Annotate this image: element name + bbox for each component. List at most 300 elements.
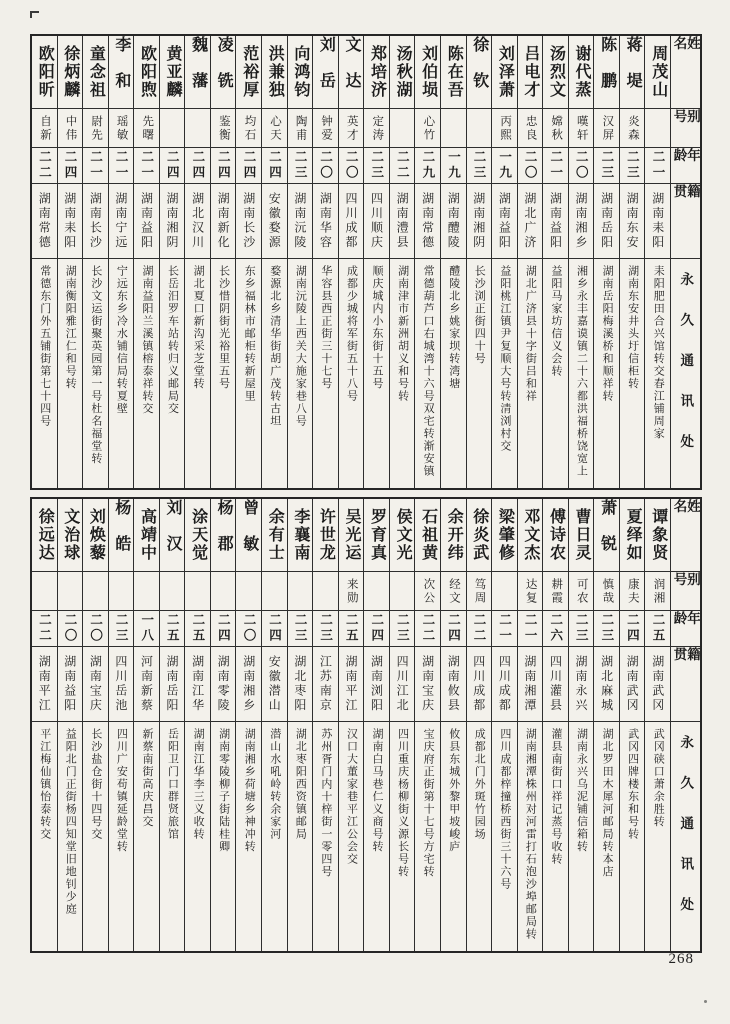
- entry-address: 湘乡永丰嘉谟镇二十六都洪福桥饶宽上: [575, 265, 588, 478]
- entry-origin-cell: [415, 647, 440, 722]
- entry-age: 二五: [190, 613, 205, 644]
- entry-address-cell: [645, 259, 670, 488]
- entry-alias: 尉先: [90, 114, 103, 142]
- entry-address-cell: [262, 722, 287, 951]
- entry-origin-cell: [569, 184, 594, 259]
- entry-age: 二三: [599, 150, 614, 181]
- entry-alias-cell: [313, 572, 338, 611]
- entry-alias-cell: [83, 572, 108, 611]
- entry-origin: 湖南长沙: [241, 192, 256, 250]
- entry-alias-cell: [467, 572, 492, 611]
- entry-age-cell: [288, 611, 313, 647]
- entry-origin-cell: [390, 647, 415, 722]
- entry-origin-cell: [364, 184, 389, 259]
- directory-entry-column: [414, 499, 440, 951]
- entry-origin: 河南新蔡: [139, 655, 154, 713]
- entry-age-cell: [211, 148, 236, 184]
- entry-origin: 湖北麻城: [599, 655, 614, 713]
- entry-age: 二四: [216, 613, 231, 644]
- entry-name: 梁肇修: [496, 508, 514, 562]
- entry-name: 吕电才: [521, 45, 539, 99]
- entry-address: 新蔡南街高庆昌交: [140, 728, 153, 828]
- entry-age-cell: [415, 611, 440, 647]
- entry-origin-cell: [58, 184, 83, 259]
- entry-age-cell: [339, 611, 364, 647]
- entry-alias: 心天: [269, 114, 282, 142]
- entry-origin-cell: [32, 647, 57, 722]
- entry-address: 攸县东城外黎甲坡峻庐: [447, 728, 460, 853]
- entry-alias: 慎哉: [601, 577, 614, 605]
- entry-alias-cell: [441, 109, 466, 148]
- directory-entry-column: [644, 36, 670, 488]
- entry-name-cell: [262, 36, 287, 109]
- entry-address: 四川重庆杨柳街义源长号转: [396, 728, 409, 878]
- entry-alias-cell: [32, 572, 57, 611]
- entry-address-cell: [390, 722, 415, 951]
- entry-address: 湖南永兴乌泥铺信箱转: [575, 728, 588, 853]
- entry-alias-cell: [467, 109, 492, 148]
- entry-alias-cell: [339, 109, 364, 148]
- entry-address-cell: [32, 722, 57, 951]
- entry-address: 湖南津市新洲胡义和号转: [396, 265, 409, 403]
- directory-entry-column: [414, 36, 440, 488]
- directory-entry-column: [517, 36, 543, 488]
- directory-entry-column: [235, 499, 261, 951]
- entry-origin-cell: [236, 184, 261, 259]
- entry-alias-cell: [58, 109, 83, 148]
- entry-origin: 湖南益阳: [548, 192, 563, 250]
- entry-name: 汤烈文: [547, 45, 565, 99]
- header-label-name: 姓名: [671, 499, 700, 539]
- entry-address-cell: [160, 259, 185, 488]
- entry-origin: 四川灌县: [548, 655, 563, 713]
- entry-name-cell: [83, 36, 108, 109]
- entry-origin: 湖南益阳: [497, 192, 512, 250]
- entry-origin: 江苏南京: [318, 655, 333, 713]
- entry-origin: 湖南江华: [190, 655, 205, 713]
- entry-address-cell: [364, 722, 389, 951]
- entry-alias-cell: [518, 109, 543, 148]
- entry-name: 徐炎武: [470, 508, 488, 562]
- entry-age: 二〇: [63, 613, 78, 644]
- entry-address: 岳阳卫门口群贤旅馆: [166, 728, 179, 841]
- directory-entry-column: [287, 499, 313, 951]
- header-cell-name: [671, 499, 700, 572]
- entry-address: 武冈四牌楼东和号转: [626, 728, 639, 841]
- entry-name: 徐炳麟: [61, 45, 79, 99]
- entry-origin-cell: [594, 647, 619, 722]
- directory-entry-column: [108, 499, 134, 951]
- entry-address: 成都北门外斑竹园场: [473, 728, 486, 841]
- entry-address: 耒阳肥田合兴馆转交春江铺周家: [652, 265, 665, 440]
- entry-origin: 四川成都: [343, 192, 358, 250]
- entry-alias: 笃周: [473, 577, 486, 605]
- entry-age-cell: [160, 611, 185, 647]
- entry-alias: 次公: [422, 577, 435, 605]
- entry-origin: 湖南东安: [625, 192, 640, 250]
- entry-alias: 嫦秋: [550, 114, 563, 142]
- directory-entry-column: [210, 36, 236, 488]
- directory-entry-column: [159, 36, 185, 488]
- entry-alias-cell: [236, 109, 261, 148]
- entry-alias-cell: [569, 109, 594, 148]
- entry-address: 宝庆府正街第十七号方宅转: [422, 728, 435, 878]
- entry-name: 童念祖: [87, 45, 105, 99]
- entry-name-cell: [109, 499, 134, 572]
- entry-origin: 四川成都: [497, 655, 512, 713]
- entry-origin-cell: [236, 647, 261, 722]
- entry-alias-cell: [390, 109, 415, 148]
- directory-entry-column: [466, 499, 492, 951]
- entry-name: 文达: [342, 36, 360, 108]
- directory-entry-column: [312, 499, 338, 951]
- entry-address-cell: [211, 722, 236, 951]
- entry-alias-cell: [645, 572, 670, 611]
- entry-alias-cell: [364, 572, 389, 611]
- entry-name: 傅诗农: [547, 508, 565, 562]
- entry-age-cell: [645, 611, 670, 647]
- entry-age: 一八: [139, 613, 154, 644]
- entry-age-cell: [262, 148, 287, 184]
- entry-age: 二四: [241, 150, 256, 181]
- entry-origin-cell: [467, 647, 492, 722]
- entry-age: 二一: [139, 150, 154, 181]
- entry-origin: 湖南宁远: [113, 192, 128, 250]
- entry-alias: 来勋: [345, 577, 358, 605]
- entry-age-cell: [32, 148, 57, 184]
- entry-age-cell: [236, 611, 261, 647]
- directory-entry-column: [261, 36, 287, 488]
- entry-origin-cell: [364, 647, 389, 722]
- entry-origin-cell: [441, 647, 466, 722]
- entry-origin-cell: [262, 647, 287, 722]
- entry-origin: 湖南湘乡: [241, 655, 256, 713]
- entry-origin: 四川岳池: [113, 655, 128, 713]
- entry-name: 汤秋湖: [394, 45, 412, 99]
- entry-name-cell: [160, 499, 185, 572]
- entry-name-cell: [467, 499, 492, 572]
- directory-entry-column: [82, 499, 108, 951]
- entry-age-cell: [185, 148, 210, 184]
- entry-name-cell: [441, 36, 466, 109]
- entry-name: 谢代蒸: [573, 45, 591, 99]
- entry-name: 刘泽萧: [496, 45, 514, 99]
- directory-entry-column: [491, 36, 517, 488]
- entry-origin-cell: [492, 184, 517, 259]
- entry-age: 二三: [114, 613, 129, 644]
- entry-address: 湖北广济县十字街吕和祥: [524, 265, 537, 403]
- entry-name-cell: [518, 499, 543, 572]
- directory-entry-column: [517, 499, 543, 951]
- entry-name: 黄亚麟: [164, 45, 182, 99]
- entry-age-cell: [58, 611, 83, 647]
- entry-address-cell: [109, 259, 134, 488]
- entry-address-cell: [543, 259, 568, 488]
- entry-age: 二四: [267, 613, 282, 644]
- entry-address-cell: [543, 722, 568, 951]
- header-cell-origin: [671, 184, 700, 259]
- directory-entry-column: [235, 36, 261, 488]
- directory-entry-column: [619, 36, 645, 488]
- entry-age-cell: [185, 611, 210, 647]
- entry-address: 益阳桃江镇尹复顺大号转清浏村交: [498, 265, 511, 453]
- entry-alias: 丙熙: [499, 114, 512, 142]
- directory-entry-column: [261, 499, 287, 951]
- entry-address-cell: [83, 722, 108, 951]
- entry-name-cell: [313, 499, 338, 572]
- entry-age-cell: [492, 611, 517, 647]
- entry-name-cell: [645, 36, 670, 109]
- entry-name-cell: [467, 36, 492, 109]
- directory-entry-column: [440, 499, 466, 951]
- entry-name: 洪兼独: [266, 45, 284, 99]
- entry-name-cell: [594, 499, 619, 572]
- entry-origin-cell: [492, 647, 517, 722]
- entry-origin-cell: [313, 647, 338, 722]
- entry-address: 湖北罗田木犀河邮局转本店: [601, 728, 614, 878]
- entry-alias: 耕霞: [550, 577, 563, 605]
- entry-origin-cell: [518, 184, 543, 259]
- entry-origin: 湖南湘潭: [522, 655, 537, 713]
- entry-address: 成都少城将军街五十八号: [345, 265, 358, 403]
- entry-alias-cell: [620, 572, 645, 611]
- entry-alias-cell: [645, 109, 670, 148]
- entry-age-cell: [441, 148, 466, 184]
- entry-age: 二一: [88, 150, 103, 181]
- entry-address: 潜山水吼岭转余家河: [268, 728, 281, 841]
- entry-age-cell: [364, 148, 389, 184]
- entry-name-cell: [390, 36, 415, 109]
- directory-entry-column: [389, 499, 415, 951]
- entry-name: 刘汉: [164, 499, 182, 571]
- entry-alias-cell: [109, 109, 134, 148]
- entry-address-cell: [467, 722, 492, 951]
- entry-age-cell: [313, 148, 338, 184]
- entry-origin: 安徽婺源: [267, 192, 282, 250]
- entry-age-cell: [645, 148, 670, 184]
- directory-entry-column: [593, 499, 619, 951]
- header-label-alias: 别号: [671, 572, 700, 595]
- entry-origin: 湖南耒阳: [650, 192, 665, 250]
- entry-alias: 均石: [243, 114, 256, 142]
- entry-name-cell: [185, 36, 210, 109]
- entry-origin-cell: [339, 184, 364, 259]
- entry-alias: 达复: [524, 577, 537, 605]
- entry-alias-cell: [236, 572, 261, 611]
- entry-address-cell: [569, 259, 594, 488]
- entry-age-cell: [109, 611, 134, 647]
- entry-name: 刘焕藜: [87, 508, 105, 562]
- entry-origin-cell: [185, 647, 210, 722]
- entry-age: 二〇: [344, 150, 359, 181]
- entry-age: 二三: [472, 150, 487, 181]
- entry-origin: 湖南益阳: [62, 655, 77, 713]
- entry-alias-cell: [32, 109, 57, 148]
- entry-alias-cell: [160, 572, 185, 611]
- entry-origin-cell: [645, 184, 670, 259]
- directory-entry-column: [644, 499, 670, 951]
- entry-age: 一九: [446, 150, 461, 181]
- entry-name: 刘伯埙: [419, 45, 437, 99]
- header-cell-address: [671, 722, 700, 951]
- entry-alias-cell: [594, 572, 619, 611]
- entry-alias-cell: [441, 572, 466, 611]
- entry-address-cell: [58, 259, 83, 488]
- entry-address-cell: [594, 259, 619, 488]
- entry-name: 徐钦: [470, 36, 488, 108]
- entry-age: 二二: [420, 613, 435, 644]
- directory-entry-column: [108, 36, 134, 488]
- entry-name-cell: [492, 499, 517, 572]
- entry-address-cell: [467, 259, 492, 488]
- entry-age-cell: [620, 611, 645, 647]
- directory-entry-column: [491, 499, 517, 951]
- entry-alias-cell: [543, 572, 568, 611]
- entry-alias-cell: [390, 572, 415, 611]
- header-cell-age: [671, 148, 700, 184]
- entry-origin: 湖南沅陵: [292, 192, 307, 250]
- entry-origin: 四川成都: [471, 655, 486, 713]
- entry-alias-cell: [569, 572, 594, 611]
- entry-address: 湖南沅陵上西关大施家巷八号: [294, 265, 307, 428]
- entry-origin-cell: [185, 184, 210, 259]
- directory-entry-column: [542, 499, 568, 951]
- entry-name: 吴光运: [342, 508, 360, 562]
- entry-alias-cell: [134, 572, 159, 611]
- entry-age-cell: [134, 148, 159, 184]
- entry-origin: 湖南武冈: [625, 655, 640, 713]
- directory-entry-column: [32, 36, 57, 488]
- entry-age: 二五: [344, 613, 359, 644]
- entry-origin: 湖南新化: [216, 192, 231, 250]
- entry-alias: 忠良: [524, 114, 537, 142]
- directory-entry-column: [619, 499, 645, 951]
- header-cell-alias: [671, 109, 700, 148]
- entry-address: 四川广安苟镇延龄堂转: [115, 728, 128, 853]
- entry-origin-cell: [390, 184, 415, 259]
- entry-name: 蒋堤: [624, 36, 642, 108]
- entry-age-cell: [390, 148, 415, 184]
- entry-address: 湖南衡阳雅江仁和号转: [64, 265, 77, 390]
- entry-age: 二四: [165, 150, 180, 181]
- entry-alias: 康夫: [626, 577, 639, 605]
- entry-age-cell: [83, 148, 108, 184]
- entry-name-cell: [236, 499, 261, 572]
- entry-name-cell: [364, 36, 389, 109]
- table-header-column: [670, 499, 700, 951]
- entry-alias-cell: [339, 572, 364, 611]
- entry-alias: 陶甫: [294, 114, 307, 142]
- entry-age-cell: [620, 148, 645, 184]
- entry-address-cell: [185, 722, 210, 951]
- entry-name-cell: [32, 36, 57, 109]
- entry-name-cell: [83, 499, 108, 572]
- directory-entry-column: [338, 499, 364, 951]
- entry-age-cell: [288, 148, 313, 184]
- entry-age-cell: [339, 148, 364, 184]
- entry-address-cell: [262, 259, 287, 488]
- entry-address: 湖北枣阳西资镇邮局: [294, 728, 307, 841]
- entry-name-cell: [185, 499, 210, 572]
- entry-origin-cell: [339, 647, 364, 722]
- entry-alias: 定涛: [371, 114, 384, 142]
- entry-age: 二〇: [523, 150, 538, 181]
- entry-address: 湖南湘乡荷塘乡神冲转: [243, 728, 256, 853]
- entry-name: 曾敏: [240, 499, 258, 571]
- entry-address: 长沙文运街聚英园第一号杜名福堂转: [89, 265, 102, 465]
- entry-address-cell: [288, 259, 313, 488]
- entry-address-cell: [492, 722, 517, 951]
- entry-address: 醴陵北乡姚家坝转湾塘: [447, 265, 460, 390]
- entry-alias-cell: [415, 109, 440, 148]
- directory-entry-column: [57, 36, 83, 488]
- entry-address-cell: [620, 722, 645, 951]
- entry-address-cell: [492, 259, 517, 488]
- entry-address: 长沙盐仓街十四号交: [89, 728, 102, 841]
- entry-origin: 湖南常德: [37, 192, 52, 250]
- header-label-origin: 籍贯: [671, 647, 700, 688]
- entry-alias: 先曙: [141, 114, 154, 142]
- entry-address: 湖南零陵柳子街陆桂卿: [217, 728, 230, 853]
- directory-entry-column: [32, 499, 57, 951]
- entry-origin-cell: [467, 184, 492, 259]
- entry-age: 二五: [165, 613, 180, 644]
- entry-origin-cell: [441, 184, 466, 259]
- entry-age: 二六: [548, 613, 563, 644]
- entry-address: 长岳汨罗车站转归义邮局交: [166, 265, 179, 415]
- entry-origin: 湖南湘阴: [165, 192, 180, 250]
- entry-origin-cell: [313, 184, 338, 259]
- entry-address-cell: [645, 722, 670, 951]
- entry-alias-cell: [620, 109, 645, 148]
- entry-name-cell: [339, 36, 364, 109]
- entry-address-cell: [83, 259, 108, 488]
- entry-age: 二一: [497, 613, 512, 644]
- entry-age-cell: [492, 148, 517, 184]
- entry-age-cell: [109, 148, 134, 184]
- entry-address-cell: [518, 259, 543, 488]
- entry-origin-cell: [83, 184, 108, 259]
- entry-alias: 可农: [575, 577, 588, 605]
- entry-origin-cell: [211, 184, 236, 259]
- entry-age-cell: [364, 611, 389, 647]
- entry-name-cell: [58, 36, 83, 109]
- entry-origin-cell: [620, 184, 645, 259]
- entry-name: 范裕厚: [240, 45, 258, 99]
- entry-address-cell: [211, 259, 236, 488]
- entry-name: 涂天觉: [189, 508, 207, 562]
- entry-alias: 瑶敏: [115, 114, 128, 142]
- entry-alias-cell: [288, 109, 313, 148]
- entry-name-cell: [288, 499, 313, 572]
- entry-name: 余有士: [266, 508, 284, 562]
- header-cell-origin: [671, 647, 700, 722]
- entry-origin-cell: [288, 184, 313, 259]
- header-label-alias: 别号: [671, 109, 700, 132]
- entry-age-cell: [543, 611, 568, 647]
- entry-origin-cell: [58, 647, 83, 722]
- entry-origin-cell: [645, 647, 670, 722]
- entry-name: 凌铣: [215, 36, 233, 108]
- directory-entry-column: [568, 499, 594, 951]
- entry-address-cell: [415, 259, 440, 488]
- header-cell-address: [671, 259, 700, 488]
- entry-age-cell: [390, 611, 415, 647]
- entry-address-cell: [569, 722, 594, 951]
- entry-name-cell: [236, 36, 261, 109]
- entry-origin-cell: [109, 184, 134, 259]
- directory-entry-column: [82, 36, 108, 488]
